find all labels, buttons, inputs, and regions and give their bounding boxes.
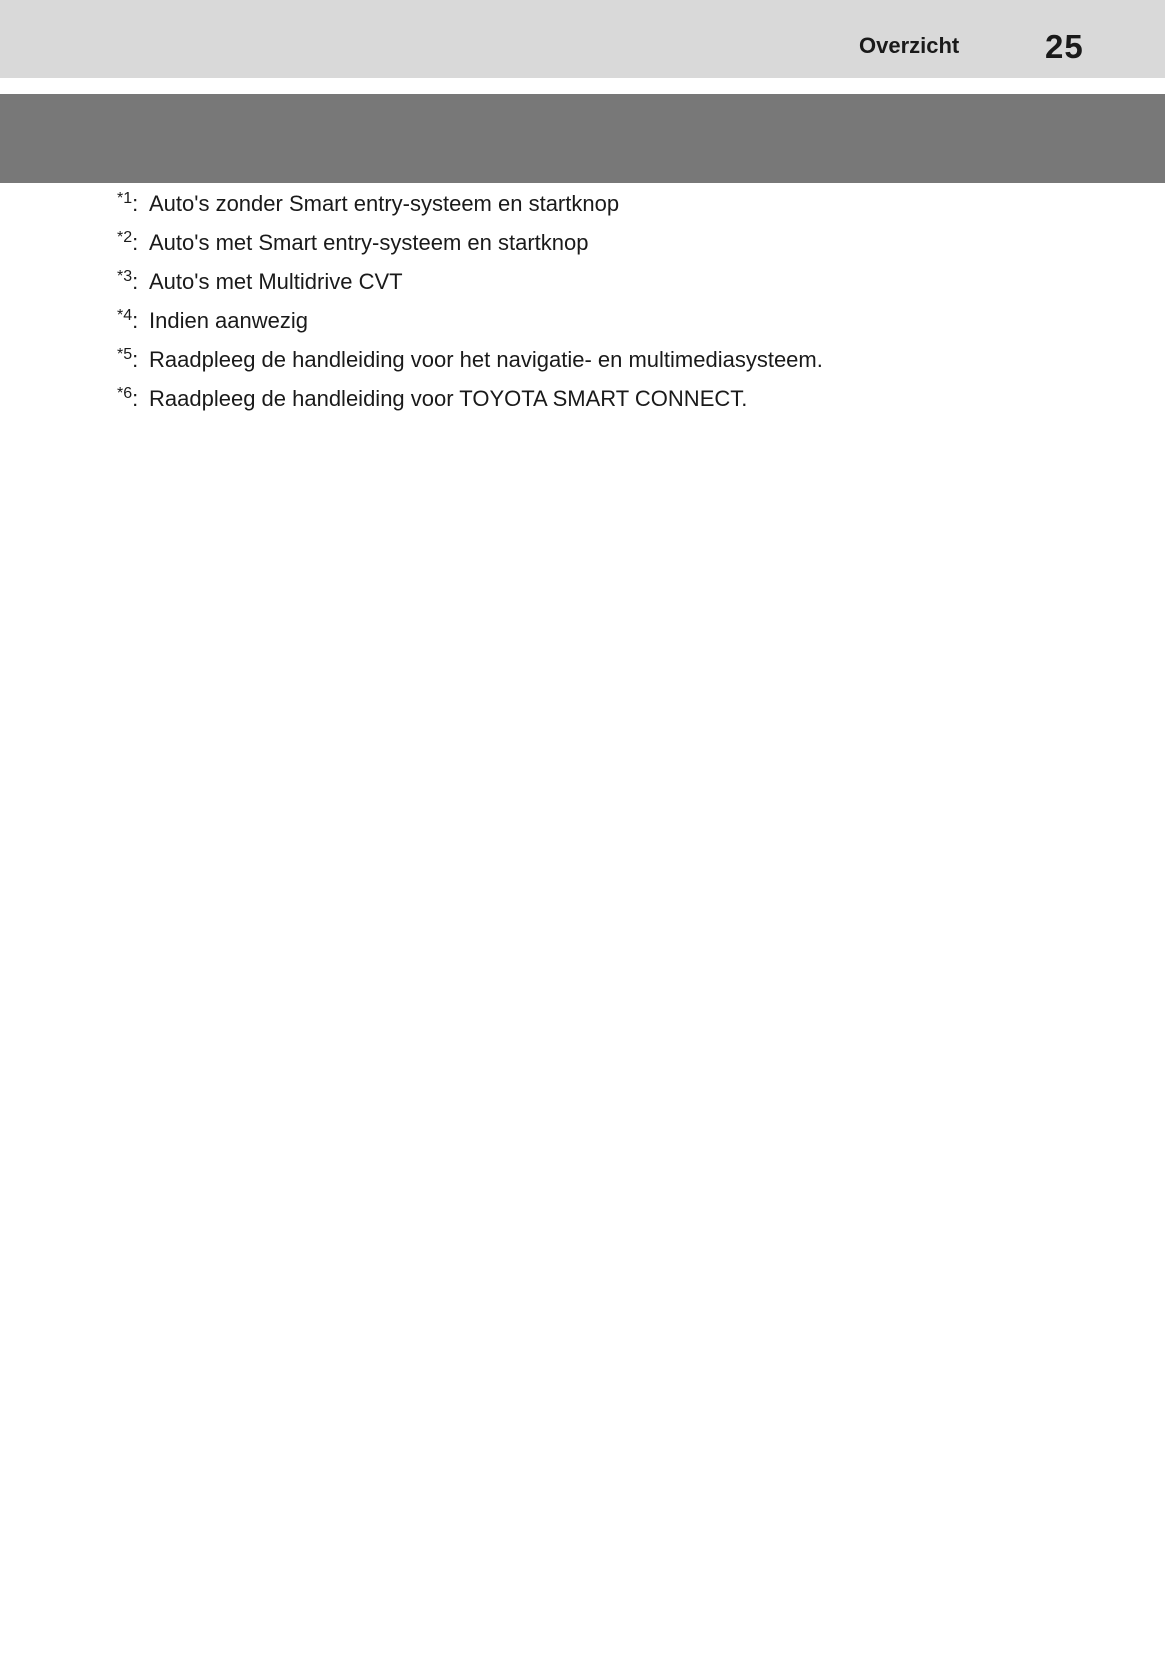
footnote-item: [117, 265, 823, 304]
footnote-marker: $^{*3}$:: [117, 268, 139, 294]
footnote-marker: $^{*4}$:: [117, 307, 139, 333]
footnote-item: [117, 226, 823, 265]
footnote-marker: $^{*5}$:: [117, 346, 139, 372]
footnote-marker: $^{*2}$:: [117, 229, 139, 255]
footnote-marker: $^{*6}$:: [117, 385, 139, 411]
footnote-item: [117, 343, 823, 382]
footnote-text: Auto's met Smart entry-systeem en startknop: [149, 230, 589, 255]
section-banner: [0, 94, 1165, 183]
page-header: [0, 0, 1165, 78]
section-title: Overzicht: [859, 33, 960, 58]
footnote-text: Auto's zonder Smart entry-systeem en startknop: [149, 191, 620, 216]
footnote-item: [117, 382, 823, 421]
footnote-marker: $^{*1}$:: [117, 190, 139, 216]
footnote-text: Raadpleeg de handleiding voor het navigatie- en multimediasysteem.: [149, 347, 823, 372]
page-number: 25: [1045, 28, 1084, 65]
footnote-text: Auto's met Multidrive CVT: [149, 269, 403, 294]
footnote-item: [117, 187, 823, 226]
footnote-text: Raadpleeg de handleiding voor TOYOTA SMART CONNECT.: [149, 386, 748, 411]
footnote-list: [117, 187, 823, 421]
footnote-item: [117, 304, 823, 343]
footnote-text: Indien aanwezig: [149, 308, 309, 333]
